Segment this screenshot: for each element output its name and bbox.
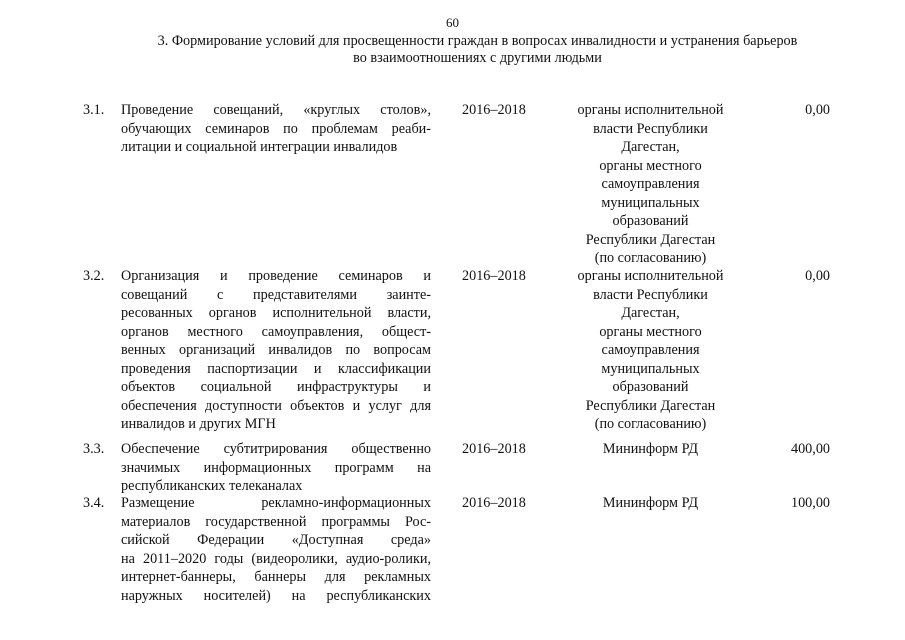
row-period: 2016–2018 <box>462 495 526 511</box>
description-line: Обеспечение субтитрирования общественно <box>121 441 431 457</box>
executor-line: образований <box>612 213 689 229</box>
row-description <box>121 101 431 157</box>
executor-line: образований <box>612 379 689 395</box>
executor-line: Дагестан, <box>621 139 680 155</box>
executor-line: самоуправления <box>601 176 700 192</box>
row-executor <box>568 440 733 459</box>
row-number: 3.1. <box>83 102 105 118</box>
description-line: материалов государственной программы Рос- <box>121 513 431 530</box>
description-line: органов местного самоуправления, общест- <box>121 323 431 340</box>
description-line: объектов социальной инфраструктуры и <box>121 379 431 395</box>
description-line: обучающих семинаров по проблемам реаби- <box>121 120 431 137</box>
description-line: значимых информационных программ на <box>121 459 431 476</box>
row-description <box>121 267 431 434</box>
executor-line: муниципальных <box>601 360 700 377</box>
row-number: 3.2. <box>83 268 105 284</box>
executor-line: органы местного <box>599 157 702 174</box>
row-description <box>121 440 431 496</box>
description-line: проведения паспортизации и классификации <box>121 360 431 377</box>
description-line: литации и социальной интеграции инвалидов <box>121 139 398 155</box>
description-line: республиканских телеканалах <box>121 478 303 494</box>
description-line: сийской Федерации «Доступная среда» <box>121 532 431 548</box>
executor-line: органы местного <box>599 323 702 340</box>
executor-line: власти Республики <box>593 120 708 137</box>
description-line: совещаний с представителями заинте- <box>121 286 431 303</box>
row-amount: 0,00 <box>805 102 830 118</box>
row-period: 2016–2018 <box>462 268 526 284</box>
row-executor <box>568 494 733 513</box>
description-line: обеспечения доступности объектов и услуг для <box>121 397 431 414</box>
row-description <box>121 494 431 605</box>
executor-line: органы исполнительной <box>577 268 724 284</box>
description-line: ресованных органов исполнительной власти, <box>121 305 431 321</box>
executor-line: Мининформ РД <box>602 441 699 457</box>
row-executor <box>568 267 733 434</box>
description-line: инвалидов и других МГН <box>121 416 276 432</box>
row-amount: 100,00 <box>790 495 830 511</box>
executor-line: Мининформ РД <box>602 495 699 511</box>
section-title-line-1: 3. Формирование условий для просвещенности граждан в вопросах инвалидности и устранения барьеров <box>157 33 798 49</box>
row-number: 3.4. <box>83 495 105 511</box>
executor-line: Республики Дагестан <box>585 231 716 248</box>
section-title-line-2: во взаимоотношениях с другими людьми <box>353 50 602 66</box>
executor-line: Дагестан, <box>621 305 680 321</box>
row-amount: 400,00 <box>790 441 830 457</box>
page-number: 60 <box>446 15 459 30</box>
executor-line: муниципальных <box>601 194 700 211</box>
executor-line: власти Республики <box>593 286 708 303</box>
row-period: 2016–2018 <box>462 441 526 457</box>
description-line: наружных носителей) на республиканских <box>121 587 431 604</box>
executor-line: Республики Дагестан <box>585 397 716 414</box>
description-line: Размещение рекламно-информационных <box>121 495 431 511</box>
executor-line: самоуправления <box>601 342 700 358</box>
executor-line: (по согласованию) <box>594 416 707 432</box>
description-line: интернет-баннеры, баннеры для рекламных <box>121 569 431 585</box>
executor-line: органы исполнительной <box>577 102 724 118</box>
row-number: 3.3. <box>83 441 105 457</box>
row-amount: 0,00 <box>805 268 830 284</box>
description-line: Организация и проведение семинаров и <box>121 268 431 284</box>
section-title <box>130 33 825 67</box>
description-line: венных организаций инвалидов по вопросам <box>121 342 431 358</box>
description-line: на 2011–2020 годы (видеоролики, аудио-ролики, <box>121 550 431 567</box>
row-period: 2016–2018 <box>462 102 526 118</box>
row-executor <box>568 101 733 268</box>
executor-line: (по согласованию) <box>594 250 707 266</box>
description-line: Проведение совещаний, «круглых столов», <box>121 102 431 118</box>
